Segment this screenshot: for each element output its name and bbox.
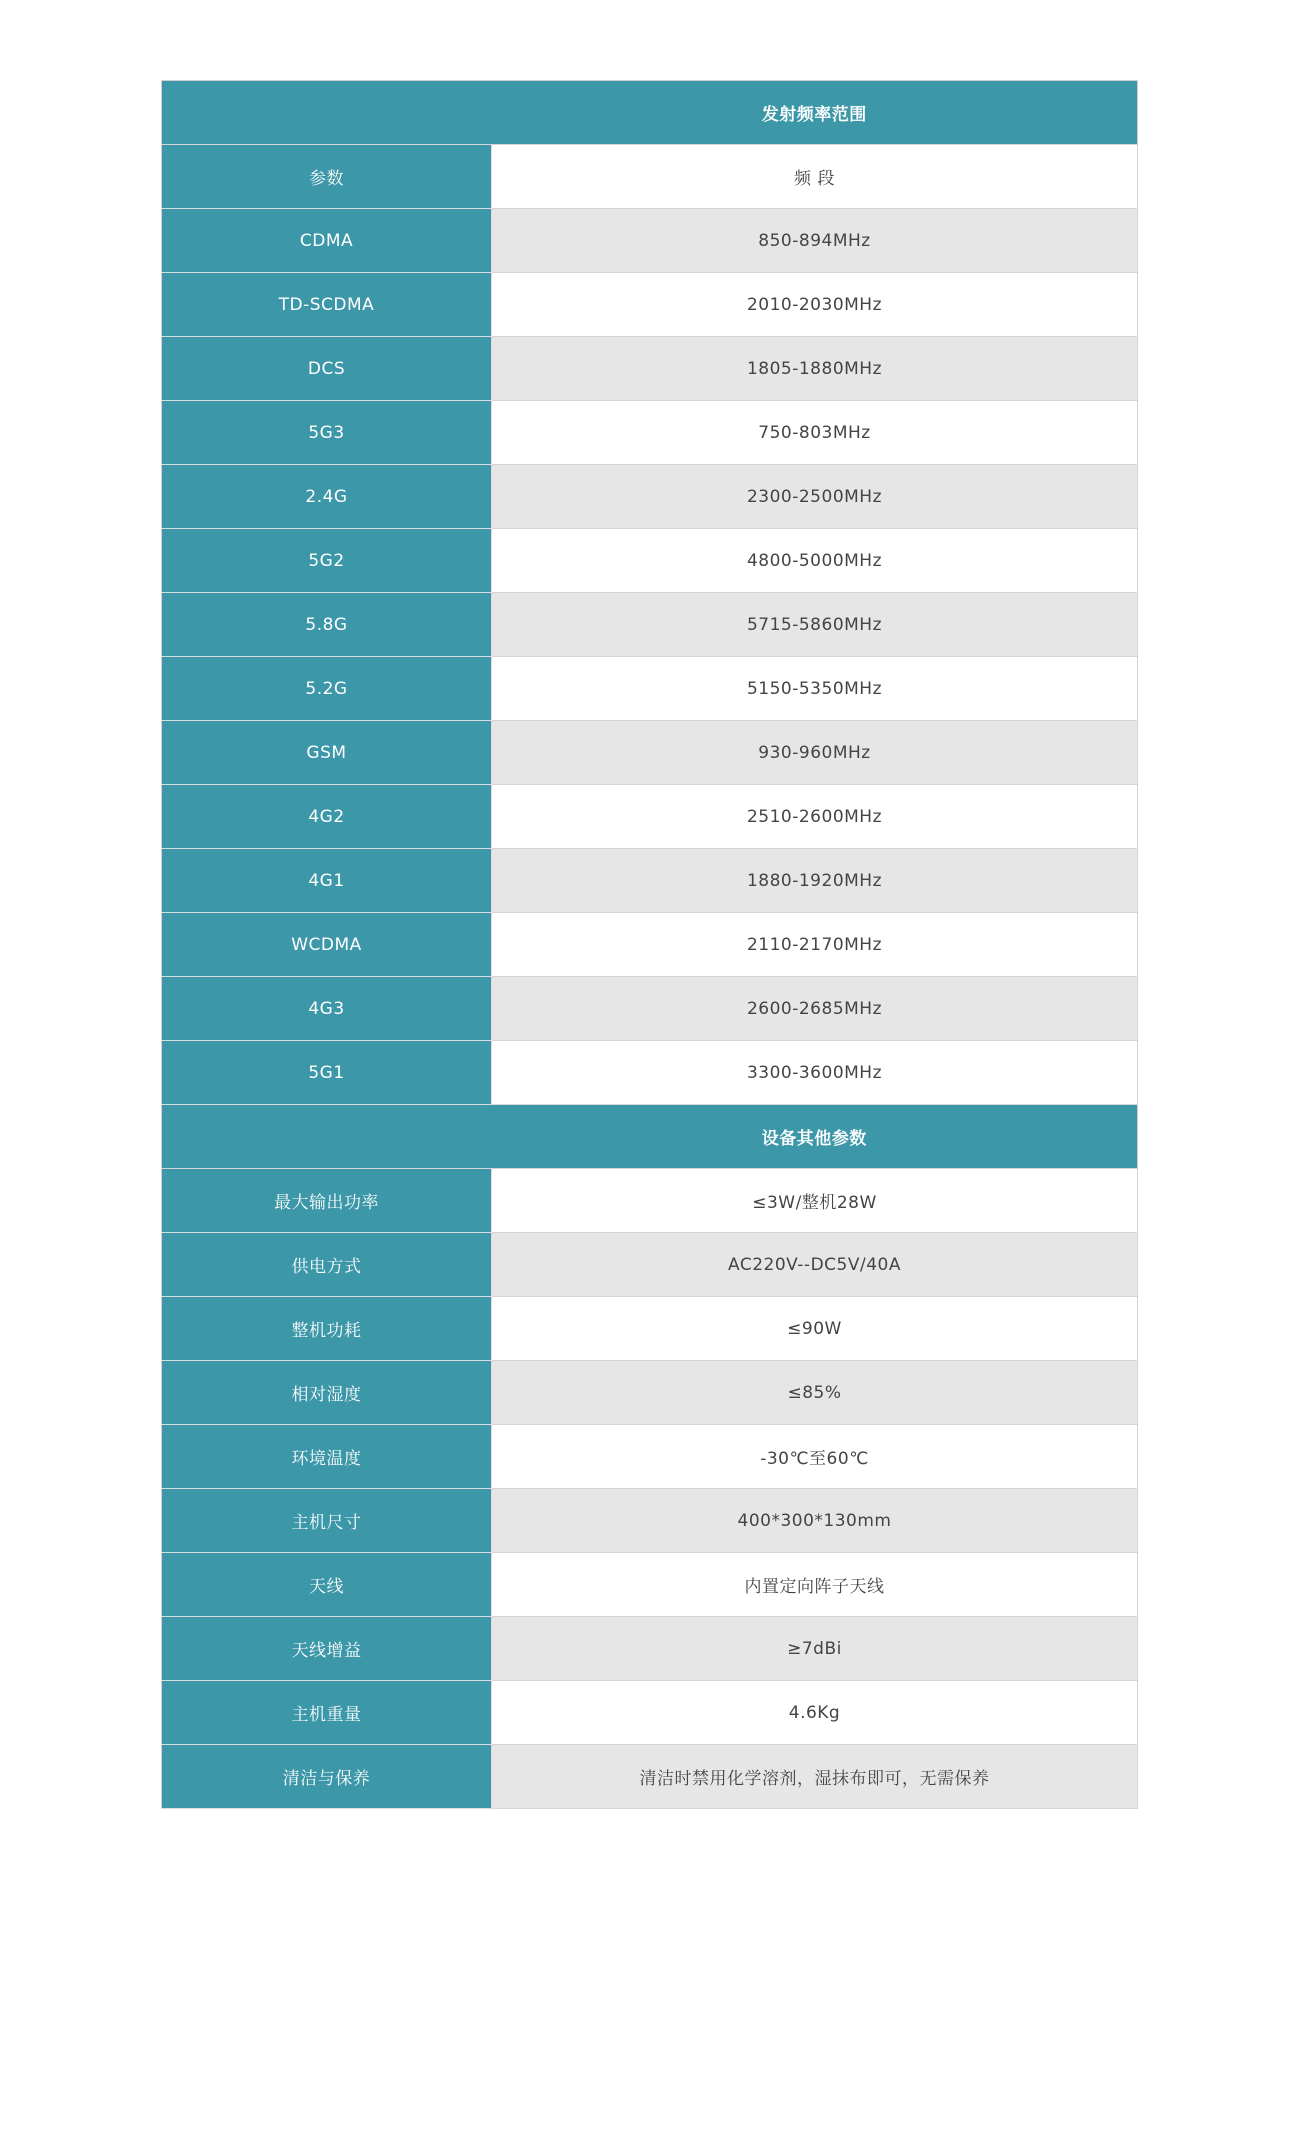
table-row [162, 593, 1138, 657]
value-cell: 2510-2600MHz [492, 785, 1138, 849]
section-title-frequency: 发射频率范围 [492, 81, 1138, 145]
value-cell: 1880-1920MHz [492, 849, 1138, 913]
table-row [162, 209, 1138, 273]
param-cell: DCS [162, 337, 492, 401]
section-header-spacer [162, 1105, 492, 1169]
column-header-row [162, 145, 1138, 209]
param-cell: 5G3 [162, 401, 492, 465]
section-title-other: 设备其他参数 [492, 1105, 1138, 1169]
value-cell: ≤3W/整机28W [492, 1169, 1138, 1233]
value-cell: 清洁时禁用化学溶剂，湿抹布即可，无需保养 [492, 1745, 1138, 1809]
param-cell: 5G2 [162, 529, 492, 593]
table-row [162, 337, 1138, 401]
value-cell: 4.6Kg [492, 1681, 1138, 1745]
table-row [162, 529, 1138, 593]
table-row [162, 657, 1138, 721]
param-cell: 主机重量 [162, 1681, 492, 1745]
table-row [162, 1361, 1138, 1425]
value-cell: 5715-5860MHz [492, 593, 1138, 657]
param-cell: TD-SCDMA [162, 273, 492, 337]
value-cell: 2110-2170MHz [492, 913, 1138, 977]
value-cell: AC220V--DC5V/40A [492, 1233, 1138, 1297]
value-cell: ≤85% [492, 1361, 1138, 1425]
param-cell: 主机尺寸 [162, 1489, 492, 1553]
value-cell: 400*300*130mm [492, 1489, 1138, 1553]
table-row [162, 849, 1138, 913]
param-cell: 4G1 [162, 849, 492, 913]
param-cell: 5G1 [162, 1041, 492, 1105]
column-header-param: 参数 [162, 145, 492, 209]
table-row [162, 1169, 1138, 1233]
table-row [162, 1681, 1138, 1745]
param-cell: 天线增益 [162, 1617, 492, 1681]
section-header-frequency [162, 81, 1138, 145]
value-cell: 750-803MHz [492, 401, 1138, 465]
param-cell: 2.4G [162, 465, 492, 529]
param-cell: 天线 [162, 1553, 492, 1617]
table-row [162, 273, 1138, 337]
param-cell: 5.8G [162, 593, 492, 657]
param-cell: 最大输出功率 [162, 1169, 492, 1233]
value-cell: 2300-2500MHz [492, 465, 1138, 529]
value-cell: 850-894MHz [492, 209, 1138, 273]
table-row [162, 977, 1138, 1041]
spec-table [161, 80, 1138, 1809]
param-cell: 4G3 [162, 977, 492, 1041]
value-cell: 4800-5000MHz [492, 529, 1138, 593]
table-row [162, 465, 1138, 529]
param-cell: 供电方式 [162, 1233, 492, 1297]
table-row [162, 1041, 1138, 1105]
section-header-other [162, 1105, 1138, 1169]
param-cell: 4G2 [162, 785, 492, 849]
param-cell: 整机功耗 [162, 1297, 492, 1361]
value-cell: ≤90W [492, 1297, 1138, 1361]
table-row [162, 913, 1138, 977]
table-row [162, 401, 1138, 465]
column-header-value: 频 段 [492, 145, 1138, 209]
param-cell: 清洁与保养 [162, 1745, 492, 1809]
value-cell: ≥7dBi [492, 1617, 1138, 1681]
value-cell: 2600-2685MHz [492, 977, 1138, 1041]
value-cell: 5150-5350MHz [492, 657, 1138, 721]
table-row [162, 1297, 1138, 1361]
value-cell: 2010-2030MHz [492, 273, 1138, 337]
param-cell: 相对湿度 [162, 1361, 492, 1425]
param-cell: CDMA [162, 209, 492, 273]
table-row [162, 785, 1138, 849]
param-cell: 5.2G [162, 657, 492, 721]
param-cell: GSM [162, 721, 492, 785]
param-cell: WCDMA [162, 913, 492, 977]
section-header-spacer [162, 81, 492, 145]
value-cell: 内置定向阵子天线 [492, 1553, 1138, 1617]
table-row [162, 1553, 1138, 1617]
value-cell: -30℃至60℃ [492, 1425, 1138, 1489]
param-cell: 环境温度 [162, 1425, 492, 1489]
table-row [162, 1489, 1138, 1553]
table-row [162, 1425, 1138, 1489]
table-row [162, 1233, 1138, 1297]
value-cell: 1805-1880MHz [492, 337, 1138, 401]
spec-table-body [162, 81, 1138, 1809]
table-row [162, 1745, 1138, 1809]
table-row [162, 1617, 1138, 1681]
table-row [162, 721, 1138, 785]
value-cell: 930-960MHz [492, 721, 1138, 785]
value-cell: 3300-3600MHz [492, 1041, 1138, 1105]
